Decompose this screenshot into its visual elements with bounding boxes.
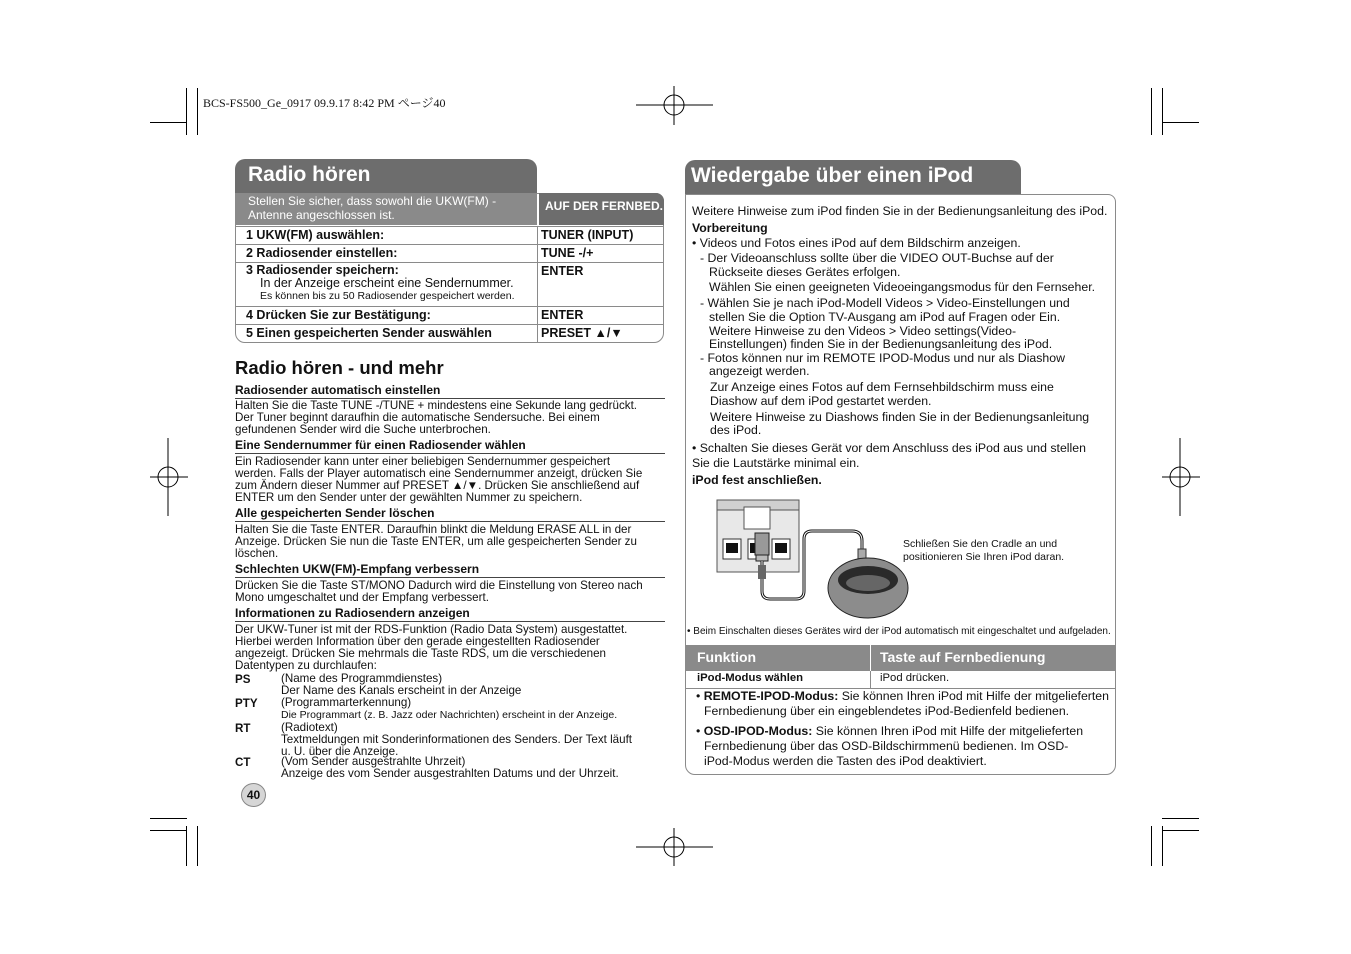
step-sub: In der Anzeige erscheint eine Sendernummer.: [260, 276, 514, 290]
rds-code: CT: [235, 756, 251, 769]
ipod-cradle-illustration: [712, 495, 912, 625]
section-body: Ein Radiosender kann unter einer beliebigen Sendernummer gespeichert werden. Falls der Player automatisch eine Sendernummer anzeigt, drücken Sie zum Ändern dieser Nummer auf PRESET ▲/▼. Drücken Sie anschließend auf ENTER um den Sender unter der gewählten Nummer zu speichern.: [235, 455, 643, 504]
section-heading: Schlechten UKW(FM)-Empfang verbessern: [235, 562, 665, 578]
section-body: Der UKW-Tuner ist mit der RDS-Funktion (Radio Data System) ausgestattet. Hierbei werden Information über den gerade eingestellten Radiosender angezeigt. Drücken Sie mehrmals die Taste RDS, um die verschiedenen Datentypen zu durchlaufen:: [235, 623, 628, 672]
prep-line: Zur Anzeige eines Fotos auf dem Fernsehbildschirm muss eine: [710, 380, 1054, 394]
step-note: Es können bis zu 50 Radiosender gespeichert werden.: [260, 290, 515, 302]
function-cell: iPod-Modus wählen: [697, 672, 804, 684]
osd-ipod-mode: • OSD-IPOD-Modus: Sie können Ihren iPod mit Hilfe der mitgelieferten Fernbedienung über das OSD-Bildschirmmenü bedienen. Im OSD- iPod-Modus werden die Tasten des iPod deaktiviert.: [696, 724, 1084, 768]
step-key: ENTER: [541, 264, 584, 278]
prep-line: - Wählen Sie je nach iPod-Modell Videos > Video-Einstellungen und: [700, 296, 1070, 310]
ipod-intro: Weitere Hinweise zum iPod finden Sie in der Bedienungsanleitung des iPod.: [692, 204, 1108, 218]
step-label: 3 Radiosender speichern:: [246, 263, 399, 277]
rds-desc: (Name des Programmdienstes) Der Name des Kanals erscheint in der Anzeige: [281, 672, 522, 697]
radio-title: Radio hören: [248, 163, 371, 186]
step-key: TUNE -/+: [541, 246, 594, 260]
step-label: 2 Radiosender einstellen:: [246, 246, 398, 260]
rds-code: PS: [235, 673, 251, 686]
step-key: PRESET ▲/▼: [541, 326, 623, 340]
prep-line: Wählen Sie einen geeigneten Videoeingangsmodus für den Fernseher.: [709, 280, 1096, 294]
col-function: Funktion: [697, 649, 757, 665]
rds-desc: (Radiotext) Textmeldungen mit Sonderinformationen des Senders. Der Text läuft u. U. über die Anzeige.: [281, 721, 633, 758]
section-heading: Eine Sendernummer für einen Radiosender wählen: [235, 438, 665, 454]
ipod-title: Wiedergabe über einen iPod: [691, 164, 974, 187]
file-info-header: BCS-FS500_Ge_0917 09.9.17 8:42 PM ページ40: [203, 96, 446, 110]
rds-desc: (Programmarterkennung) Die Programmart (z. B. Jazz oder Nachrichten) erscheint in der Anzeige.: [281, 696, 618, 721]
step-row: [236, 244, 663, 263]
ipod-title-bar: [685, 160, 1021, 194]
prep-line: Rückseite dieses Gerätes erfolgen.: [709, 265, 901, 279]
section-body: Halten Sie die Taste TUNE -/TUNE + mindestens eine Sekunde lang gedrückt. Der Tuner beginnt daraufhin die automatische Sendersuche. Bei einem gefundenen Sender wird die Suche unterbrochen.: [235, 399, 638, 436]
figure-caption: Schließen Sie den Cradle an und positionieren Sie Ihren iPod daran.: [903, 538, 1065, 563]
prep-line: Sie die Lautstärke minimal ein.: [692, 456, 860, 470]
section-heading: Informationen zu Radiosendern anzeigen: [235, 606, 665, 622]
col-remote-key: Taste auf Fernbedienung: [880, 649, 1046, 665]
rds-code: RT: [235, 722, 251, 735]
prep-heading: Vorbereitung: [692, 221, 768, 235]
remote-column-header: AUF DER FERNBED.: [539, 193, 664, 225]
prep-line: Einstellungen) finden Sie in der Bedienungsanleitung des iPod.: [709, 337, 1053, 351]
step-row: [236, 226, 663, 245]
power-note: • Beim Einschalten dieses Gerätes wird der iPod automatisch mit eingeschaltet und aufgeladen.: [687, 626, 1111, 637]
prep-line: Weitere Hinweise zu Diashows finden Sie in der Bedienungsanleitung: [710, 410, 1090, 424]
prep-line: stellen Sie die Option TV-Ausgang am iPod auf Fragen oder Ein.: [709, 310, 1061, 324]
prep-line: des iPod.: [710, 423, 762, 437]
radio-title-bar: [235, 159, 537, 193]
step-row: [236, 262, 663, 307]
step-row: [236, 324, 663, 343]
prep-line: Diashow auf dem iPod gestartet werden.: [710, 394, 932, 408]
connect-heading: iPod fest anschließen.: [692, 473, 822, 487]
prep-line: • Schalten Sie dieses Gerät vor dem Anschluss des iPod aus und stellen: [692, 441, 1086, 455]
remote-ipod-mode: • REMOTE-IPOD-Modus: Sie können Ihren iPod mit Hilfe der mitgelieferten Fernbedienung über ein eingeblendetes iPod-Bedienfeld bedienen.: [696, 689, 1109, 718]
step-label: 4 Drücken Sie zur Bestätigung:: [246, 308, 431, 322]
function-table-row: [686, 671, 1115, 689]
section-body: Drücken Sie die Taste ST/MONO Dadurch wird die Einstellung von Stereo nach Mono umgeschaltet und der Empfang verbessert.: [235, 579, 643, 604]
page-number: 40: [241, 783, 266, 807]
prep-line: - Fotos können nur im REMOTE IPOD-Modus und nur als Diashow: [700, 351, 1065, 365]
section-heading: Alle gespeicherten Sender löschen: [235, 506, 665, 522]
step-key: ENTER: [541, 308, 584, 322]
radio-more-title: Radio hören - und mehr: [235, 357, 444, 378]
function-table-header: [686, 645, 1115, 671]
rds-code: PTY: [235, 697, 258, 710]
step-label: 1 UKW(FM) auswählen:: [246, 228, 385, 242]
section-body: Halten Sie die Taste ENTER. Daraufhin blinkt die Meldung ERASE ALL in der Anzeige. Drücken Sie nun die Taste ENTER, um alle gespeicherten Sender zu löschen.: [235, 523, 637, 560]
step-key: TUNER (INPUT): [541, 228, 634, 242]
step-row: [236, 306, 663, 325]
prep-line: Weitere Hinweise zu den Videos > Video settings(Video-: [709, 324, 1017, 338]
prep-line: • Videos und Fotos eines iPod auf dem Bildschirm anzeigen.: [692, 236, 1021, 250]
prep-line: - Der Videoanschluss sollte über die VIDEO OUT-Buchse auf der: [700, 251, 1054, 265]
section-heading: Radiosender automatisch einstellen: [235, 383, 665, 399]
rds-desc: (Vom Sender ausgestrahlte Uhrzeit) Anzeige des vom Sender ausgestrahlten Datums und der Uhrzeit.: [281, 755, 619, 780]
step-label: 5 Einen gespeicherten Sender auswählen: [246, 326, 492, 340]
intro-line: Stellen Sie sicher, dass sowohl die UKW(FM) -: [248, 194, 497, 208]
prep-line: angezeigt werden.: [709, 364, 810, 378]
intro-line: Antenne angeschlossen ist.: [248, 208, 395, 222]
radio-intro: [235, 193, 537, 225]
key-cell: iPod drücken.: [880, 672, 950, 684]
